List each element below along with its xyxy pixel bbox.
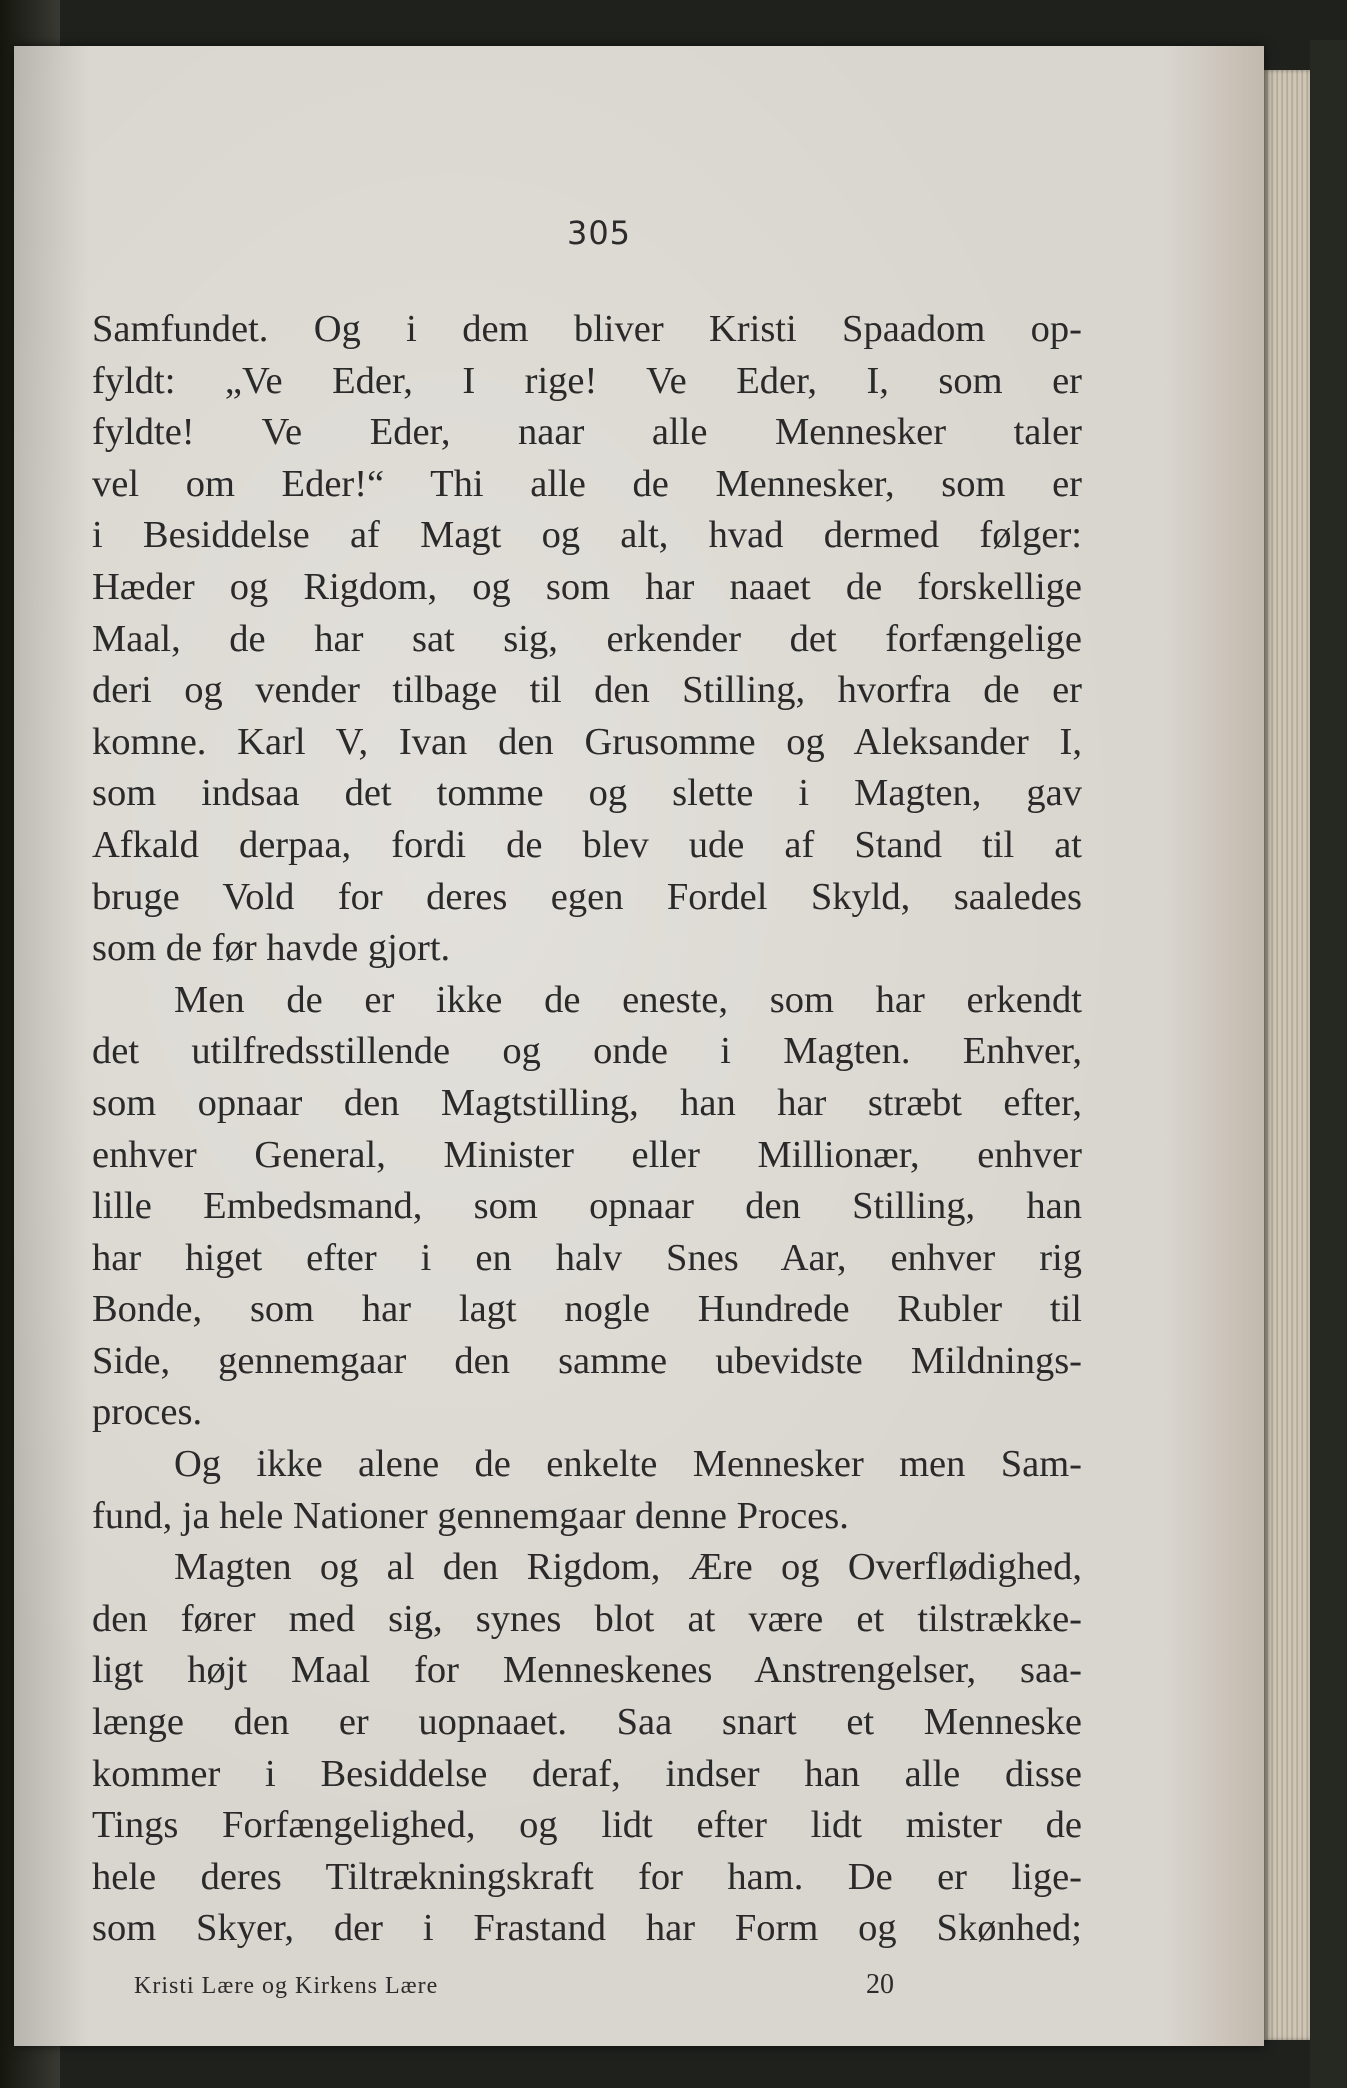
text-line: i Besiddelse af Magt og alt, hvad dermed følger:: [92, 514, 1082, 557]
book-page: [14, 46, 1264, 2046]
text-line: vel om Eder!“ Thi alle de Mennesker, som er: [92, 462, 1082, 505]
text-line: Men de er ikke de eneste, som har erkendt: [174, 978, 1082, 1021]
body-text: [92, 304, 1082, 1955]
text-line: proces.: [92, 1391, 203, 1434]
text-line: Bonde, som har lagt nogle Hundrede Rubler til: [92, 1288, 1082, 1331]
text-line: deri og vender tilbage til den Stilling, hvorfra de er: [92, 669, 1082, 712]
text-line: komne. Karl V, Ivan den Grusomme og Aleksander I,: [92, 720, 1082, 763]
text-line: Og ikke alene de enkelte Mennesker men Sam-: [174, 1443, 1082, 1486]
book-cover-right: [1310, 40, 1347, 2088]
text-line: som indsaa det tomme og slette i Magten, gav: [92, 772, 1082, 815]
footer-book-title: Kristi Lære og Kirkens Lære: [134, 1973, 439, 1999]
text-line: enhver General, Minister eller Millionær, enhver: [92, 1133, 1082, 1176]
text-line: fyldte! Ve Eder, naar alle Mennesker taler: [92, 411, 1082, 454]
text-line: Tings Forfængelighed, og lidt efter lidt mister de: [92, 1804, 1082, 1847]
text-line: det utilfredsstillende og onde i Magten. Enhver,: [92, 1030, 1082, 1073]
text-line: har higet efter i en halv Snes Aar, enhver rig: [92, 1236, 1082, 1279]
text-line: som opnaar den Magtstilling, han har stræbt efter,: [92, 1081, 1082, 1124]
footer-signature-mark: 20: [866, 1969, 894, 2000]
page-edges: [1264, 70, 1310, 2040]
text-line: hele deres Tiltrækningskraft for ham. De er lige-: [92, 1855, 1082, 1898]
text-line: fyldt: „Ve Eder, I rige! Ve Eder, I, som er: [92, 359, 1082, 402]
page-number: 305: [566, 214, 632, 252]
text-line: længe den er uopnaaet. Saa snart et Menneske: [92, 1701, 1082, 1744]
text-line: den fører med sig, synes blot at være et tilstrække-: [92, 1597, 1082, 1640]
text-line: Magten og al den Rigdom, Ære og Overflødighed,: [174, 1546, 1082, 1589]
text-line: lille Embedsmand, som opnaar den Stilling, han: [92, 1185, 1082, 1228]
text-line: ligt højt Maal for Menneskenes Anstrengelser, saa-: [92, 1649, 1082, 1692]
text-line: som Skyer, der i Frastand har Form og Skønhed;: [92, 1907, 1082, 1950]
text-line: som de før havde gjort.: [92, 927, 451, 970]
text-line: Side, gennemgaar den samme ubevidste Mildnings-: [92, 1339, 1082, 1382]
text-line: fund, ja hele Nationer gennemgaar denne Proces.: [92, 1494, 849, 1537]
text-line: bruge Vold for deres egen Fordel Skyld, saaledes: [92, 875, 1082, 918]
text-line: Samfundet. Og i dem bliver Kristi Spaadom op-: [92, 308, 1082, 350]
text-line: Hæder og Rigdom, og som har naaet de forskellige: [92, 565, 1082, 608]
text-line: Maal, de har sat sig, erkender det forfængelige: [92, 617, 1082, 660]
text-line: Afkald derpaa, fordi de blev ude af Stand til at: [92, 823, 1082, 866]
text-line: kommer i Besiddelse deraf, indser han alle disse: [92, 1752, 1082, 1795]
